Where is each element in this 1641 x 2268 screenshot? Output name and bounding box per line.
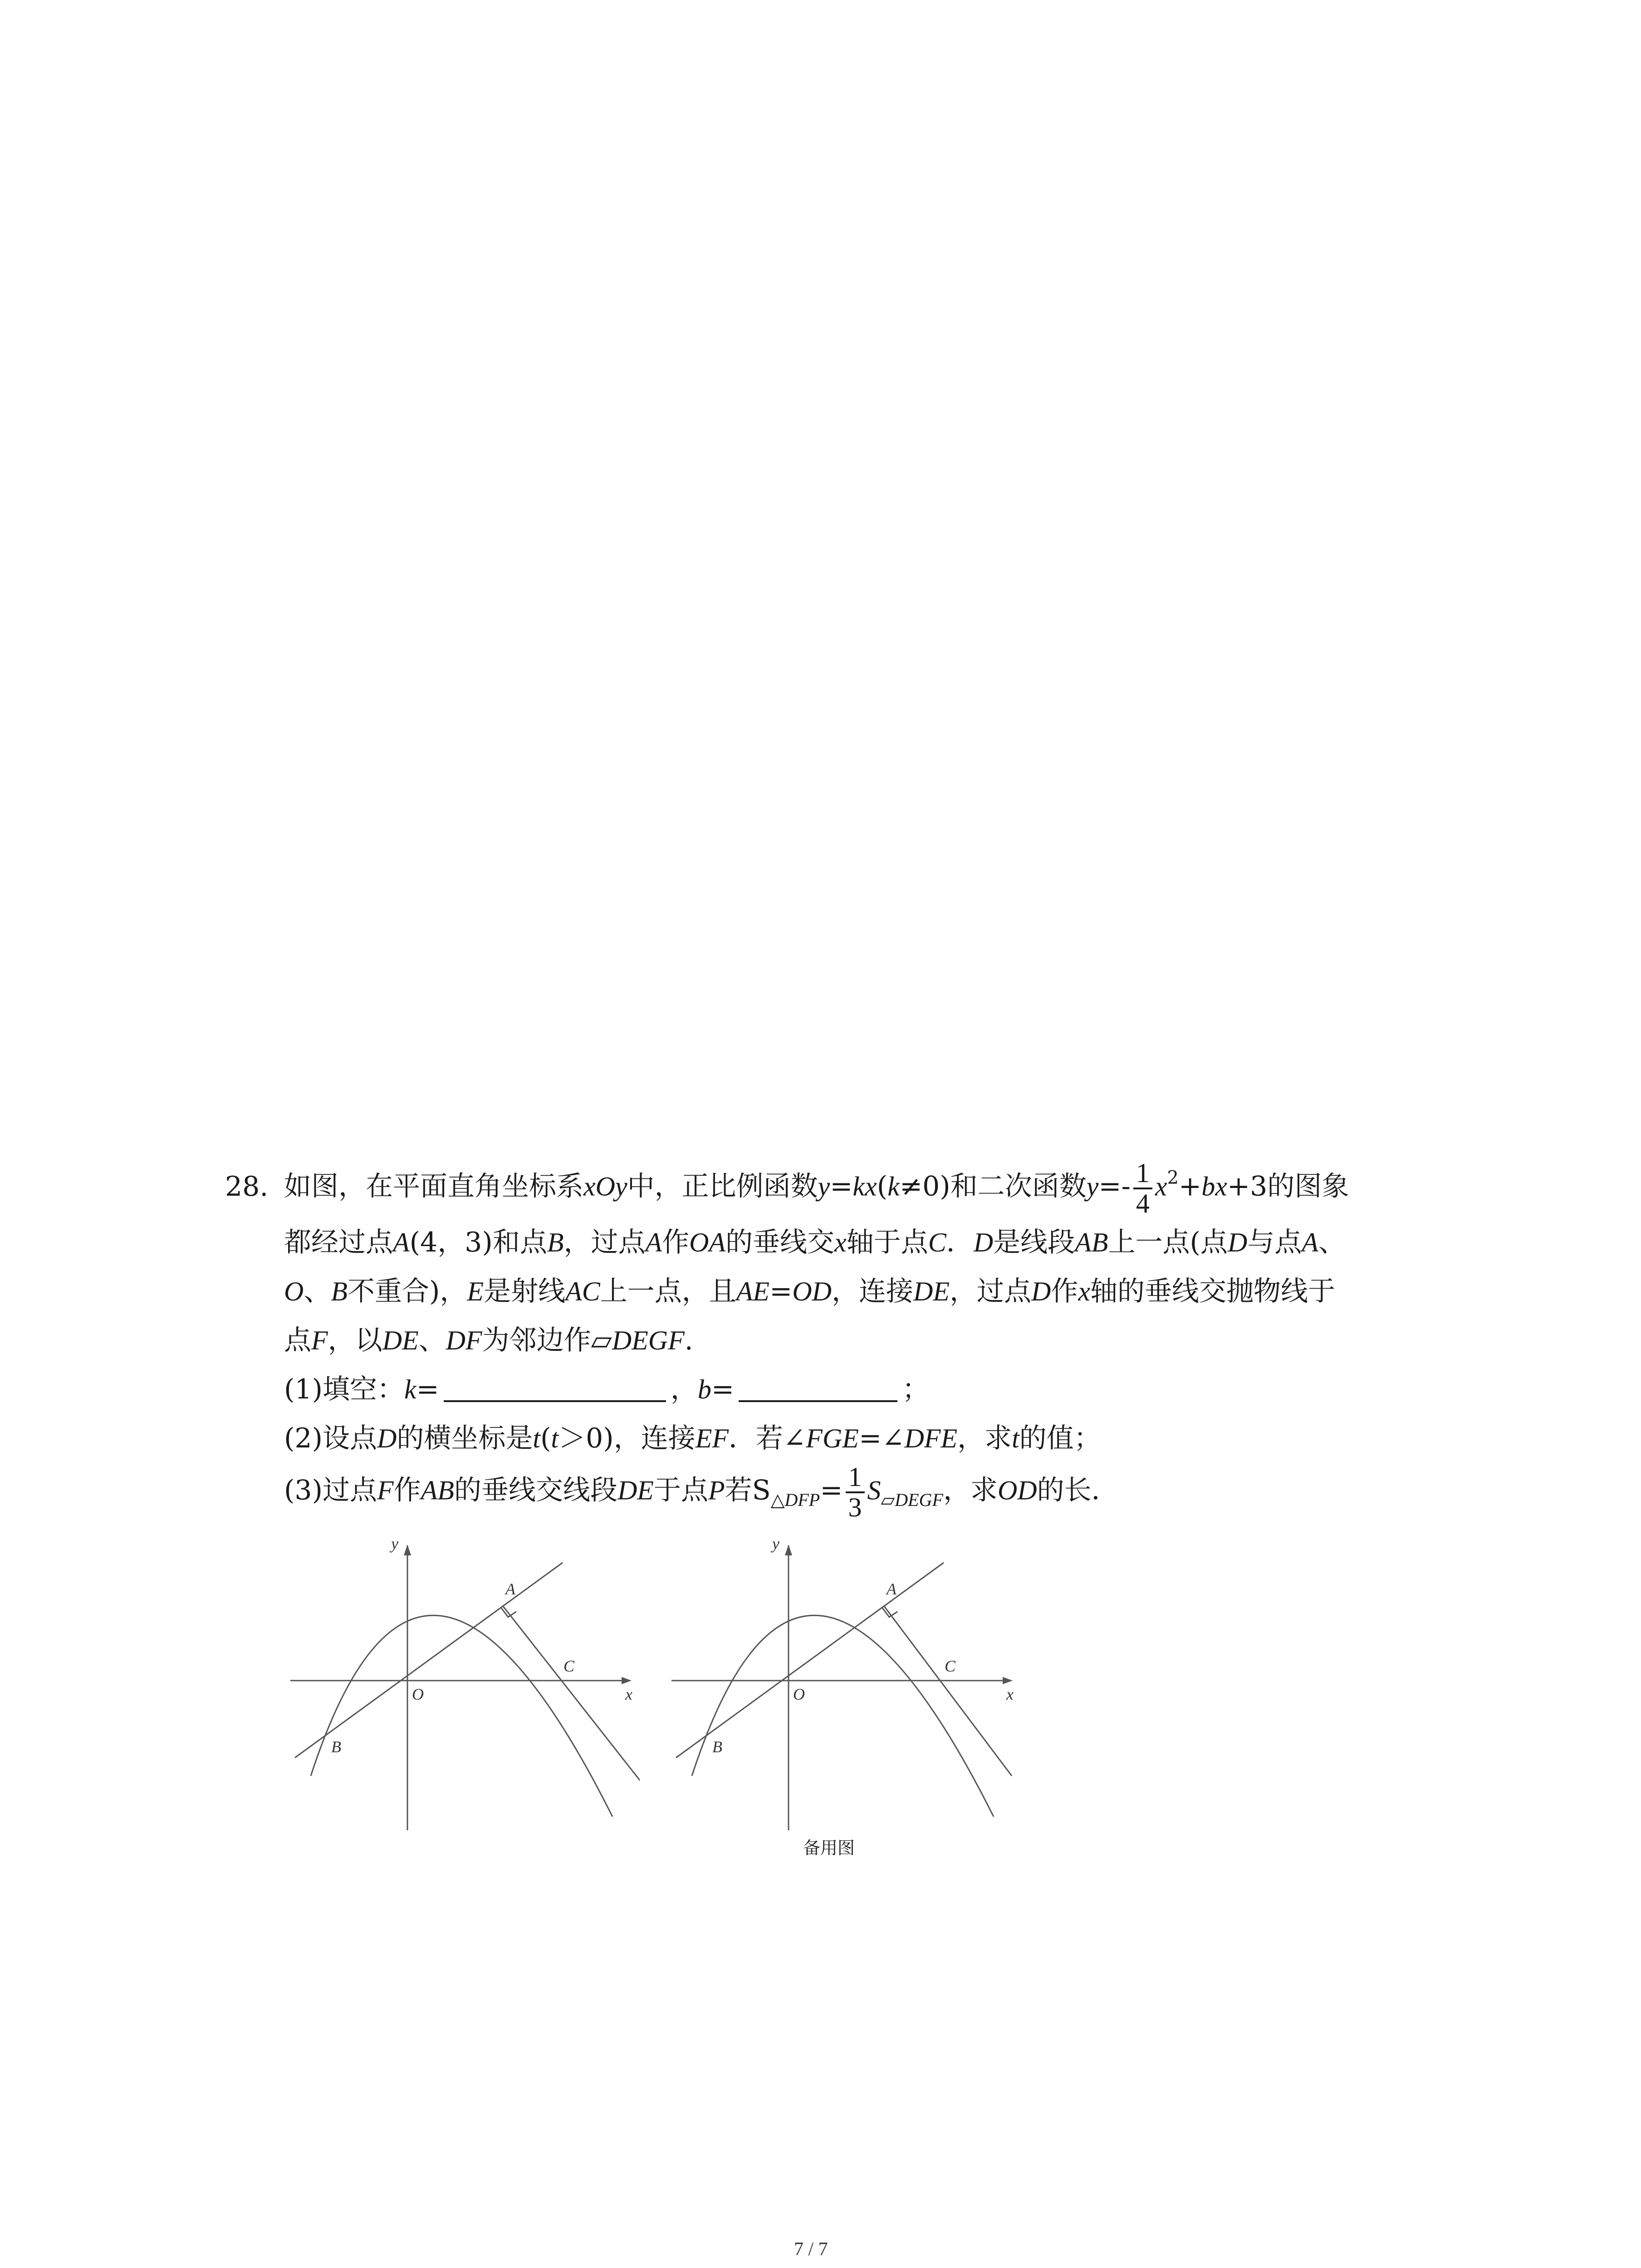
- text: 的横坐标是: [397, 1422, 533, 1454]
- label-c: C: [945, 1657, 956, 1675]
- label-a: A: [887, 1580, 896, 1598]
- text: ，求: [957, 1422, 1012, 1454]
- label-c: C: [563, 1657, 575, 1675]
- math: A: [645, 1227, 662, 1257]
- text: =: [416, 1374, 439, 1405]
- triangle-symbol: △: [770, 1489, 785, 1510]
- math: A: [1302, 1227, 1318, 1257]
- math: D: [1031, 1276, 1051, 1306]
- math: AE: [736, 1276, 770, 1306]
- math: P: [708, 1475, 725, 1505]
- math: x: [834, 1227, 847, 1257]
- math: AB: [1075, 1227, 1108, 1257]
- text: =-: [1098, 1170, 1131, 1202]
- label-b: B: [331, 1738, 341, 1756]
- text: ．若∠: [729, 1422, 806, 1454]
- text: ；: [902, 1374, 930, 1405]
- problem-number: 28.: [225, 1170, 269, 1202]
- text: 、: [1318, 1227, 1346, 1258]
- math: EF: [695, 1423, 729, 1453]
- text: 于点: [653, 1474, 708, 1506]
- denominator: 3: [848, 1492, 862, 1522]
- text: ，: [670, 1374, 698, 1405]
- text: ，求: [943, 1474, 998, 1506]
- math: DEGF: [895, 1489, 943, 1510]
- math: xOy: [583, 1171, 627, 1202]
- text: 是射线: [484, 1276, 566, 1307]
- text: 若S: [725, 1474, 771, 1506]
- text: ，以: [328, 1325, 382, 1356]
- math: A: [393, 1227, 410, 1257]
- text: (: [877, 1170, 888, 1202]
- text: 的值；: [1019, 1422, 1101, 1454]
- text: (4，3)和点: [409, 1227, 547, 1258]
- math: F: [311, 1325, 328, 1355]
- label-b: B: [712, 1738, 722, 1756]
- x-axis-arrow: [622, 1677, 632, 1684]
- text: 是线段: [993, 1227, 1075, 1258]
- math: k: [404, 1374, 416, 1404]
- figure-backup: [667, 1540, 1021, 1830]
- problem-stem-line-3: [225, 1267, 1441, 1316]
- math: DF: [446, 1325, 482, 1355]
- text: ≠0)和二次函数: [899, 1170, 1087, 1202]
- page-number: 7 / 7: [794, 2239, 828, 2260]
- math: C: [928, 1227, 946, 1257]
- math: DEGF: [612, 1325, 685, 1355]
- math: S: [867, 1475, 881, 1505]
- parallelogram-symbol: ▱: [591, 1325, 612, 1356]
- label-y: y: [391, 1540, 398, 1553]
- math: DE: [913, 1276, 950, 1306]
- text: 如图，在平面直角坐标系: [284, 1170, 583, 1202]
- fraction-one-third: [846, 1463, 865, 1522]
- y-axis-arrow: [404, 1545, 411, 1555]
- text: 上一点，且: [600, 1276, 736, 1307]
- math: E: [467, 1276, 484, 1306]
- text: 的垂线交线段: [454, 1474, 617, 1506]
- question-2: [225, 1414, 1441, 1463]
- label-y: y: [772, 1540, 779, 1553]
- math: D: [973, 1227, 994, 1257]
- label-a: A: [505, 1580, 515, 1598]
- text: (2)设点: [284, 1422, 377, 1454]
- text: =: [820, 1474, 843, 1506]
- math: OD: [792, 1276, 832, 1306]
- math: B: [331, 1276, 348, 1306]
- text: (3)过点: [284, 1474, 377, 1506]
- text: 的长．: [1037, 1474, 1119, 1506]
- math: t: [533, 1423, 541, 1453]
- fraction-one-quarter: [1133, 1159, 1152, 1218]
- text: +3的图象: [1227, 1170, 1349, 1202]
- math: OD: [997, 1475, 1037, 1505]
- math: DE: [382, 1325, 419, 1355]
- text: ．: [946, 1227, 974, 1258]
- text: =: [830, 1170, 853, 1202]
- label-o: O: [793, 1685, 805, 1703]
- text: 不重合)，: [348, 1276, 467, 1307]
- numerator: 1: [846, 1463, 865, 1493]
- x-axis-arrow: [1003, 1677, 1013, 1684]
- text: 与点: [1247, 1227, 1302, 1258]
- math: DFE: [904, 1423, 958, 1453]
- math: D: [377, 1423, 397, 1453]
- math: x: [1078, 1276, 1090, 1306]
- math: y: [818, 1171, 830, 1202]
- problem-stem-line-1: [225, 1159, 1441, 1218]
- line-oa: [295, 1563, 563, 1758]
- text: 、: [304, 1276, 331, 1307]
- text: (1)填空：: [284, 1374, 404, 1405]
- text: 点: [284, 1325, 311, 1356]
- parabola: [311, 1615, 612, 1817]
- text: 作: [662, 1227, 690, 1258]
- text: 上一点(点: [1108, 1227, 1228, 1258]
- label-o: O: [412, 1685, 424, 1703]
- figure-main: [286, 1540, 640, 1830]
- line-ac: [884, 1606, 1012, 1776]
- math: AB: [421, 1475, 454, 1505]
- math: k: [887, 1171, 900, 1202]
- math: t: [1012, 1423, 1019, 1453]
- text: 的垂线交: [725, 1227, 835, 1258]
- text: ，过点: [563, 1227, 646, 1258]
- math: DFP: [784, 1489, 820, 1510]
- right-angle-mark: [882, 1608, 897, 1617]
- y-axis-arrow: [785, 1545, 792, 1555]
- text: 都经过点: [284, 1227, 393, 1258]
- problem-28: [225, 1159, 1441, 1522]
- parabola: [692, 1615, 994, 1817]
- text: 轴的垂线交抛物线于: [1090, 1276, 1335, 1307]
- math: F: [377, 1475, 394, 1505]
- text: 轴于点: [846, 1227, 928, 1258]
- answer-blank-b[interactable]: [739, 1373, 897, 1402]
- text: ，连接: [832, 1276, 914, 1307]
- text: =∠: [858, 1422, 905, 1454]
- text: .: [684, 1325, 693, 1356]
- text: 为邻边作: [482, 1325, 591, 1356]
- text: =: [711, 1374, 735, 1405]
- math: O: [284, 1276, 304, 1306]
- math: bx: [1201, 1171, 1227, 1202]
- math: DE: [617, 1475, 654, 1505]
- math: b: [697, 1374, 711, 1404]
- text: (: [540, 1422, 551, 1454]
- text: 作: [1051, 1276, 1078, 1307]
- exponent: 2: [1167, 1167, 1179, 1188]
- text: 作: [393, 1474, 421, 1506]
- math: B: [547, 1227, 564, 1257]
- math: AC: [565, 1276, 600, 1306]
- denominator: 4: [1136, 1188, 1150, 1218]
- question-1: [225, 1365, 1441, 1414]
- text: 中，正比例函数: [627, 1170, 818, 1202]
- label-x: x: [625, 1685, 632, 1703]
- math: OA: [689, 1227, 726, 1257]
- answer-blank-k[interactable]: [444, 1373, 666, 1402]
- line-ac: [503, 1606, 640, 1792]
- text: ＞0)，连接: [558, 1422, 696, 1454]
- math: y: [1086, 1171, 1099, 1202]
- problem-stem-line-4: [225, 1316, 1441, 1365]
- math: x: [1155, 1171, 1167, 1202]
- figure-caption: 备用图: [803, 1838, 855, 1858]
- math: t: [551, 1423, 559, 1453]
- parallelogram-symbol: ▱: [881, 1489, 895, 1510]
- math: FGE: [806, 1423, 859, 1453]
- label-x: x: [1006, 1685, 1014, 1703]
- text: 、: [418, 1325, 446, 1356]
- math: D: [1227, 1227, 1248, 1257]
- problem-stem-line-2: [225, 1218, 1441, 1267]
- line-oa: [676, 1563, 944, 1758]
- numerator: 1: [1133, 1159, 1152, 1189]
- text: +: [1178, 1170, 1202, 1202]
- text: ，过点: [950, 1276, 1031, 1307]
- math: kx: [852, 1171, 877, 1202]
- question-3: [225, 1463, 1441, 1522]
- text: =: [769, 1276, 793, 1307]
